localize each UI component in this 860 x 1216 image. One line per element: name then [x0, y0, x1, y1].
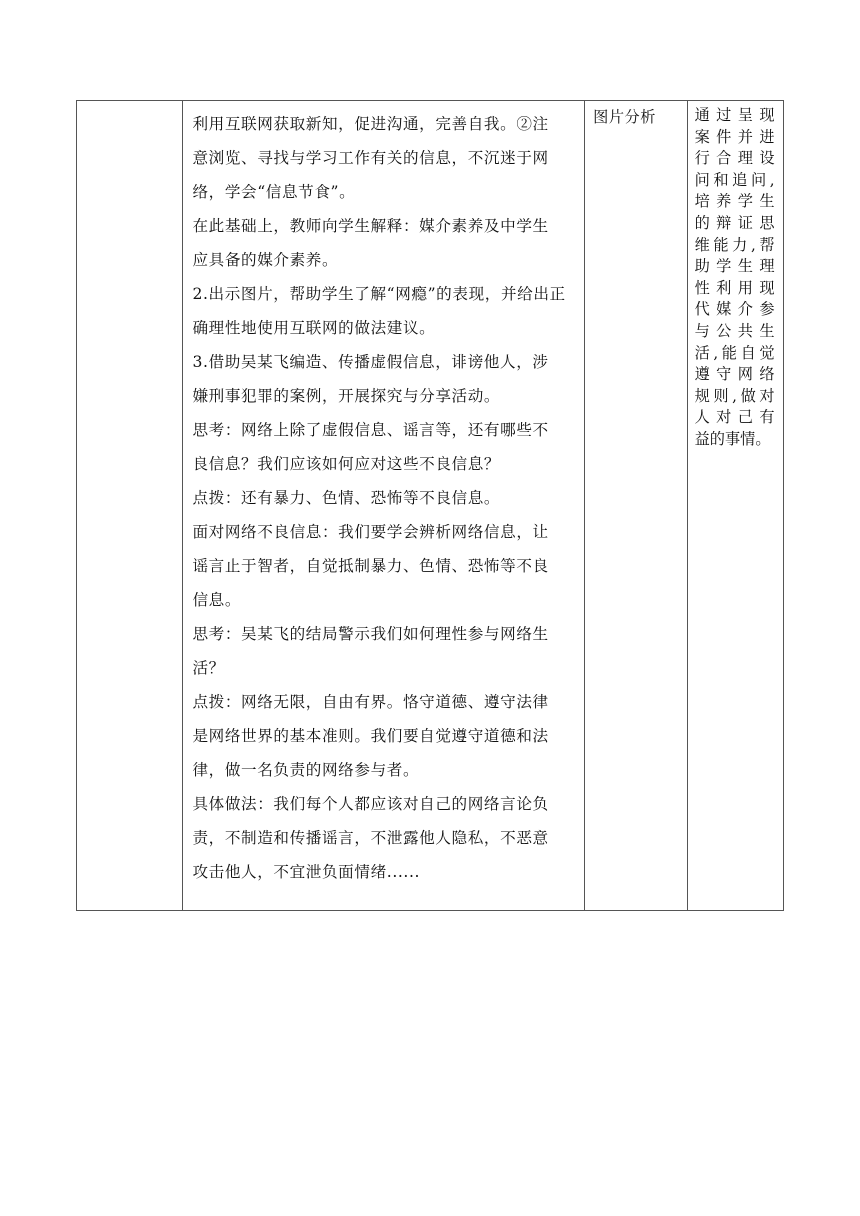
intent-line: 规则,做对 [694, 386, 775, 405]
activity-line: 意浏览、寻找与学习工作有关的信息，不沉迷于网 [192, 149, 549, 167]
intent-line: 通过呈现 [694, 106, 775, 124]
intent-cell [687, 101, 783, 911]
activity-line: 律，做一名负责的网络参与者。 [192, 761, 420, 779]
intent-line: 性利用现 [694, 278, 775, 297]
table-row [77, 101, 784, 911]
intent-line: 与公共生 [694, 321, 775, 340]
activity-line: 2.出示图片，帮助学生了解“网瘾”的表现，并给出正 [192, 285, 566, 303]
intent-line: 助学生理 [694, 257, 775, 276]
intent-line: 益的事情。 [694, 429, 771, 448]
stage-cell [77, 101, 183, 911]
activity-line: 点拨：网络无限，自由有界。恪守道德、遵守法律 [192, 693, 549, 711]
activity-line: 嫌刑事犯罪的案例，开展探究与分享活动。 [192, 387, 501, 405]
intent-text [695, 105, 783, 451]
activity-line: 责，不制造和传播谣言，不泄露他人隐私，不恶意 [192, 829, 549, 847]
method-cell [585, 101, 687, 911]
activity-line: 应具备的媒介素养。 [192, 251, 339, 269]
intent-line: 案件并进 [694, 127, 775, 146]
activity-cell [183, 101, 585, 911]
intent-line: 活,能自觉 [694, 343, 775, 362]
method-text: 图片分析 [593, 108, 656, 126]
intent-line: 遵守网络 [694, 365, 775, 384]
activity-line: 面对网络不良信息：我们要学会辨析网络信息，让 [192, 523, 549, 541]
activity-line: 活？ [192, 659, 225, 677]
intent-line: 人对己有 [694, 408, 775, 427]
activity-line: 确理性地使用互联网的做法建议。 [192, 319, 436, 337]
activity-line: 谣言止于智者，自觉抵制暴力、色情、恐怖等不良 [192, 557, 549, 575]
intent-line: 行合理设 [694, 149, 775, 168]
activity-line: 是网络世界的基本准则。我们要自觉遵守道德和法 [192, 727, 549, 745]
intent-line: 培养学生 [694, 192, 775, 211]
activity-line: 信息。 [192, 591, 242, 609]
activity-line: 思考：吴某飞的结局警示我们如何理性参与网络生 [192, 625, 549, 643]
activity-line: 思考：网络上除了虚假信息、谣言等，还有哪些不 [192, 421, 549, 439]
activity-line: 络，学会“信息节食”。 [192, 183, 356, 201]
intent-line: 的辩证思 [694, 213, 775, 232]
intent-line: 问和追问, [694, 170, 775, 189]
activity-line: 在此基础上，教师向学生解释：媒介素养及中学生 [192, 217, 549, 235]
activity-line: 具体做法：我们每个人都应该对自己的网络言论负 [192, 795, 549, 813]
activity-text [192, 107, 575, 889]
activity-line: 利用互联网获取新知，促进沟通，完善自我。②注 [192, 115, 549, 133]
activity-line: 3.借助吴某飞编造、传播虚假信息，诽谤他人，涉 [192, 353, 549, 371]
activity-line: 点拨：还有暴力、色情、恐怖等不良信息。 [192, 489, 501, 507]
activity-line: 良信息？我们应该如何应对这些不良信息？ [192, 455, 501, 473]
activity-line: 攻击他人，不宜泄负面情绪...... [192, 863, 421, 881]
intent-line: 维能力,帮 [694, 235, 775, 254]
intent-line: 代媒介参 [694, 300, 775, 319]
lesson-plan-table [76, 100, 784, 911]
